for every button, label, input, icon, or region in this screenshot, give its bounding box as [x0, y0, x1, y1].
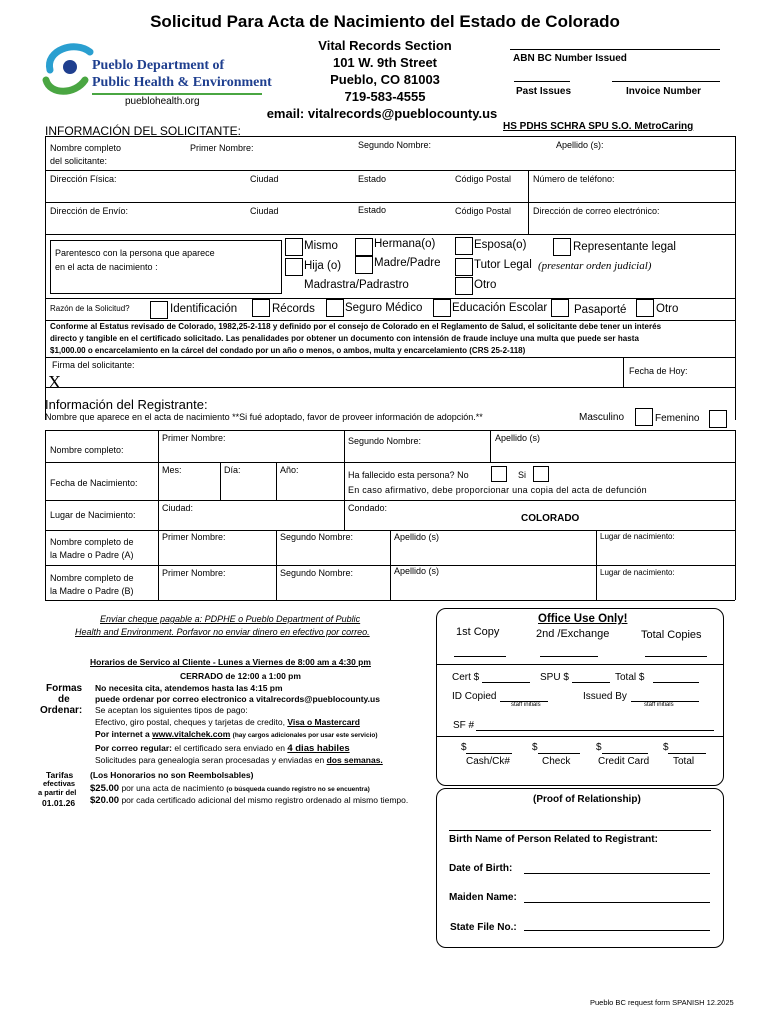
vitalchek-link[interactable]: www.vitalchek.com: [152, 729, 231, 739]
reg-primer-label: Primer Nombre:: [162, 433, 226, 443]
femenino-label: Femenino: [655, 413, 700, 424]
cp-label: Código Postal: [455, 174, 512, 184]
footer-text: Pueblo BC request form SPANISH 12.2025: [590, 998, 734, 1007]
firma-x: X: [48, 372, 61, 392]
razon-label: Razón de la Solicitud?: [50, 304, 130, 313]
reg-segundo-label: Segundo Nombre:: [348, 436, 422, 446]
semanas-text: dos semanas.: [326, 755, 383, 765]
fecha-nac-label: Fecha de Nacimiento:: [50, 478, 138, 488]
estado-label: Estado: [358, 174, 387, 184]
hermana-checkbox[interactable]: [355, 238, 373, 256]
madre-b-label-2: la Madre o Padre (B): [50, 586, 134, 596]
tutor-checkbox[interactable]: [455, 258, 473, 276]
logo-site: pueblohealth.org: [125, 96, 200, 107]
tarifas-2: efectivas: [43, 779, 76, 788]
total-final-label: Total: [673, 756, 695, 767]
cerrado: CERRADO de 12:00 a 1:00 pm: [180, 671, 301, 681]
estado-envio-label: Estado: [358, 205, 387, 215]
madre-a-apellido: Apellido (s): [394, 532, 440, 542]
visa-text: Visa o Mastercard: [287, 717, 360, 727]
madre-a-segundo: Segundo Nombre:: [280, 532, 354, 542]
office-email: email: vitalrecords@pueblocounty.us: [266, 106, 498, 121]
dob-label: Date of Birth:: [449, 863, 513, 874]
fecha-hoy-label: Fecha de Hoy:: [629, 366, 688, 376]
dir-envio-label: Dirección de Envío:: [50, 206, 129, 216]
formas-3: Ordenar:: [40, 705, 83, 716]
ident-checkbox[interactable]: [150, 301, 168, 319]
parentesco-label-1: Parentesco con la persona que aparece: [55, 248, 215, 258]
ciudad-label: Ciudad: [250, 174, 279, 184]
del-label: del solicitante:: [50, 156, 108, 166]
efectivo-line: Efectivo, giro postal, cheques y tarjetas de credito,: [95, 717, 285, 727]
otro-rel-checkbox[interactable]: [455, 277, 473, 295]
office-street: 101 W. 9th Street: [332, 55, 438, 70]
reg-apellido-label: Apellido (s): [495, 433, 541, 443]
records-label: Récords: [272, 303, 315, 315]
educacion-label: Educación Escolar: [452, 302, 548, 314]
legal-line-2: directo y tangible en el certificado solicitado. Las penalidades por obtener un documento con intensión de fraude incluye una multa que puede ser hasta: [50, 334, 639, 343]
legal-line-3: $1,000.00 o encarcelamiento en la cárcel del condado por un año o menos, o ambos, multa y encarcelamiento (CRS 25-2-118): [50, 346, 526, 355]
cash-label: Cash/Ck#: [466, 756, 510, 767]
otro-label: Otro: [656, 303, 679, 315]
dir-fisica-label: Dirección Física:: [50, 174, 117, 184]
registrant-heading: Información del Registrante:: [45, 397, 208, 412]
educacion-checkbox[interactable]: [433, 299, 451, 317]
tutor-label: Tutor Legal: [474, 259, 532, 271]
mes-label: Mes:: [162, 465, 182, 475]
hermana-label: Hermana(o): [374, 238, 436, 250]
esposa-checkbox[interactable]: [455, 237, 473, 255]
apellido-label: Apellido (s):: [556, 140, 604, 150]
esposa-label: Esposa(o): [474, 239, 527, 251]
madre-b-primer: Primer Nombre:: [162, 568, 226, 578]
office-city: Pueblo, CO 81003: [330, 72, 440, 87]
madre-b-apellido: Apellido (s): [394, 566, 440, 576]
formas-1: Formas: [46, 683, 83, 694]
logo-line2: Public Health & Environment: [92, 75, 272, 90]
maiden-field[interactable]: [524, 902, 710, 903]
state-file-field[interactable]: [524, 930, 710, 931]
total-dollar-label: Total $: [615, 672, 645, 683]
primer-label: Primer Nombre:: [190, 143, 254, 153]
email-label: Dirección de correo electrónico:: [533, 206, 660, 216]
invoice-line: [612, 81, 720, 82]
state-file-label: State File No.:: [450, 922, 517, 933]
si-label: Si: [518, 470, 527, 480]
staff-initials-1: staff initials: [511, 702, 541, 708]
madre-label: Madre/Padre: [374, 257, 441, 269]
office-name: Vital Records Section: [318, 38, 452, 53]
total-copies: Total Copies: [641, 629, 702, 641]
madre-checkbox[interactable]: [355, 256, 373, 274]
ident-label: Identificación: [170, 303, 238, 315]
femenino-checkbox[interactable]: [709, 410, 727, 428]
internet-text: Por internet a: [95, 729, 150, 739]
birth-name-label: Birth Name of Person Related to Registrant:: [449, 834, 658, 845]
reg-nombre-label: Nombre completo:: [50, 445, 124, 455]
tarifas-1: Tarifas: [46, 770, 74, 780]
records-checkbox[interactable]: [252, 299, 270, 317]
fee2-amount: $20.00: [90, 795, 120, 806]
registrant-sub: Nombre que aparece en el acta de nacimiento **Si fué adoptado, favor de proveer información de adopción.**: [45, 412, 483, 422]
applicant-heading: INFORMACIÓN DEL SOLICITANTE:: [45, 124, 242, 138]
firma-label: Firma del solicitante:: [52, 360, 135, 370]
ciudad-nac-label: Ciudad:: [162, 503, 194, 513]
signature-field[interactable]: [52, 370, 620, 386]
tarifas-3: a partir del: [38, 788, 77, 797]
madre-b-label-1: Nombre completo de: [50, 573, 134, 583]
telefono-label: Número de teléfono:: [533, 174, 615, 184]
second-copy: 2nd /Exchange: [536, 628, 610, 640]
pasaporte-checkbox[interactable]: [551, 299, 569, 317]
correo-label: Por correo regular:: [95, 743, 172, 753]
legal-line-1: Conforme al Estatus revisado de Colorado, 1982,25-2-118 y definido por el consejo de Colorado en el Reglamento de Salud, el solicitante debe tener un interés: [50, 322, 662, 331]
genealogia-text: Solicitudes para genealogia seran procesadas y enviadas en: [95, 755, 325, 765]
logo-underline: [92, 93, 262, 95]
tutor-note: (presentar orden judicial): [538, 260, 652, 272]
sf-label: SF #: [453, 720, 475, 731]
madre-b-lugar: Lugar de nacimiento:: [600, 568, 675, 577]
pasaporte-label: Pasaporté: [574, 304, 627, 316]
tipos-line: Se aceptan los siguientes tipos de pago:: [95, 705, 248, 715]
past-line: [514, 81, 570, 82]
mismo-label: Mismo: [304, 240, 338, 252]
dollar-2: $: [532, 742, 538, 753]
madrastra-label: Madrastra/Padrastro: [304, 279, 409, 291]
hija-label: Hija (o): [304, 260, 342, 272]
seguro-label: Seguro Médico: [345, 302, 423, 314]
dollar-4: $: [663, 742, 669, 753]
maiden-label: Maiden Name:: [449, 892, 517, 903]
office-phone: 719-583-4555: [344, 89, 426, 104]
internet-note: (hay cargos adicionales por usar este servicio): [232, 732, 378, 739]
cp-envio-label: Código Postal: [455, 206, 512, 216]
check-label: Check: [542, 756, 571, 767]
dollar-1: $: [461, 742, 467, 753]
dias-text: 4 dias habiles: [287, 743, 350, 754]
form-title: Solicitud Para Acta de Nacimiento del Estado de Colorado: [150, 12, 620, 31]
fallecido-no-checkbox[interactable]: [491, 466, 507, 482]
pueblo-logo-icon: [40, 40, 100, 96]
logo-line1: Pueblo Department of: [92, 58, 225, 73]
dollar-3: $: [596, 742, 602, 753]
proof-title: (Proof of Relationship): [533, 794, 641, 805]
first-copy: 1st Copy: [456, 626, 500, 638]
condado-label: Condado:: [348, 503, 388, 513]
ciudad-envio-label: Ciudad: [250, 206, 279, 216]
masculino-label: Masculino: [579, 412, 625, 423]
parentesco-label-2: en el acta de nacimiento :: [55, 262, 158, 272]
issued-by-label: Issued By: [583, 691, 627, 702]
masculino-checkbox[interactable]: [635, 408, 653, 426]
hija-checkbox[interactable]: [285, 258, 303, 276]
correo-text: el certificado sera enviado en: [174, 743, 285, 753]
nombre-label: Nombre completo: [50, 143, 122, 153]
seguro-checkbox[interactable]: [326, 299, 344, 317]
office-codes: HS PDHS SCHRA SPU S.O. MetroCaring: [503, 121, 694, 132]
fee1-amount: $25.00: [90, 783, 120, 794]
fallecido-label: Ha fallecido esta persona? No: [348, 470, 469, 480]
dob-field[interactable]: [524, 873, 710, 874]
fee2-text: por cada certificado adicional del mismo registro ordenado al mismo tiempo.: [121, 795, 409, 805]
otro-checkbox[interactable]: [636, 299, 654, 317]
madre-b-segundo: Segundo Nombre:: [280, 568, 354, 578]
cheque-line-1: Enviar cheque pagable a: PDPHE o Pueblo Department of Public: [100, 614, 361, 624]
staff-initials-2: staff initials: [644, 702, 674, 708]
dia-label: Día:: [224, 465, 241, 475]
representante-label: Representante legal: [573, 241, 676, 253]
abn-label: ABN BC Number Issued: [513, 53, 627, 64]
cert-label: Cert $: [452, 672, 480, 683]
invoice-label: Invoice Number: [626, 86, 702, 97]
email-order-line: puede ordenar por correo electronico a vitalrecords@pueblocounty.us: [95, 694, 380, 704]
madre-a-label-2: la Madre o Padre (A): [50, 550, 134, 560]
lugar-label: Lugar de Nacimiento:: [50, 510, 136, 520]
honorarios: (Los Honorarios no son Reembolsables): [90, 770, 254, 780]
fee1-note: (o búsqueda cuando registro no se encuentra): [226, 786, 370, 793]
representante-checkbox[interactable]: [553, 238, 571, 256]
mismo-checkbox[interactable]: [285, 238, 303, 256]
spu-label: SPU $: [540, 672, 569, 683]
horarios: Horarios de Servico al Cliente - Lunes a Viernes de 8:00 am a 4:30 pm: [90, 657, 371, 667]
colorado-value: COLORADO: [521, 513, 580, 524]
madre-a-primer: Primer Nombre:: [162, 532, 226, 542]
tarifas-4: 01.01.26: [42, 798, 76, 808]
ano-label: Año:: [280, 465, 299, 475]
cheque-line-2: Health and Environment. Porfavor no enviar dinero en efectivo por correo.: [75, 627, 370, 637]
cita-line: No necesita cita, atendemos hasta las 4:15 pm: [95, 683, 283, 693]
segundo-label: Segundo Nombre:: [358, 140, 432, 150]
afirmativo-label: En caso afirmativo, debe proporcionar una copia del acta de defunción: [348, 485, 647, 495]
office-use-title: Office Use Only!: [538, 613, 628, 625]
id-copied-label: ID Copied: [452, 691, 497, 702]
formas-2: de: [58, 694, 70, 705]
credit-label: Credit Card: [598, 756, 650, 767]
madre-a-label-1: Nombre completo de: [50, 537, 134, 547]
past-label: Past Issues: [516, 86, 572, 97]
fee1-text: por una acta de nacimiento: [121, 783, 224, 793]
madre-a-lugar: Lugar de nacimiento:: [600, 532, 675, 541]
abn-line: [510, 49, 720, 50]
fallecido-si-checkbox[interactable]: [533, 466, 549, 482]
otro-rel-label: Otro: [474, 279, 497, 291]
